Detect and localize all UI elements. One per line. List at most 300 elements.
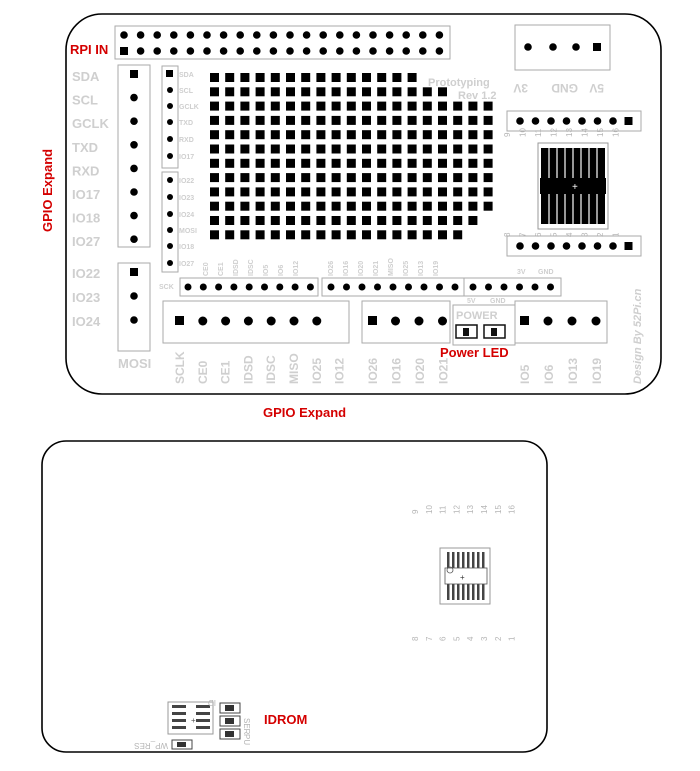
- proto-pad: [484, 159, 493, 168]
- proto-pad: [438, 202, 447, 211]
- rpi-pin: [187, 31, 195, 39]
- proto-pad: [256, 230, 265, 239]
- proto-pad: [453, 102, 462, 111]
- mid-row-pin: [436, 284, 443, 291]
- small-header-pin: [167, 87, 173, 93]
- proto-pad: [210, 116, 219, 125]
- header-pin: [130, 188, 138, 196]
- proto-pad: [484, 116, 493, 125]
- bottom-pin-label: IO19: [590, 357, 604, 384]
- chip-pin-number: 16: [611, 128, 621, 137]
- proto-pad: [362, 187, 371, 196]
- vertical-small-label: IO16: [343, 260, 350, 276]
- proto-pad: [347, 187, 356, 196]
- proto-pad: [316, 230, 325, 239]
- chip-header-pin: [563, 242, 571, 250]
- proto-pad: [286, 102, 295, 111]
- rpi-pin: [137, 31, 145, 39]
- mid-row-pin: [421, 284, 428, 291]
- proto-pad: [408, 87, 417, 96]
- proto-pad: [392, 159, 401, 168]
- mid-row-pin: [246, 284, 253, 291]
- rpi-in-label: RPI IN: [70, 42, 109, 57]
- proto-pad: [210, 87, 219, 96]
- bottom-chip-pad: [467, 584, 470, 600]
- proto-pad: [286, 73, 295, 82]
- small-header-pin: [167, 243, 173, 249]
- vertical-small-label: IO25: [403, 260, 410, 276]
- rpi-pin: [402, 47, 410, 55]
- proto-pad: [210, 159, 219, 168]
- proto-pad: [271, 130, 280, 139]
- vertical-small-label: IO5: [263, 264, 270, 276]
- proto-pad: [240, 230, 249, 239]
- bottom-pin-label: IDSD: [241, 355, 256, 384]
- proto-pad: [377, 130, 386, 139]
- rpi-pin: [170, 47, 178, 55]
- proto-pad: [453, 116, 462, 125]
- proto-pad: [468, 202, 477, 211]
- mid-row-pin: [200, 284, 207, 291]
- proto-pad: [468, 216, 477, 225]
- proto-pad: [468, 145, 477, 154]
- bottom-chip-pad: [472, 584, 475, 600]
- power-label-3v: 3V: [513, 81, 528, 95]
- small-header-pin: [167, 194, 173, 200]
- rpi-pin: [137, 47, 145, 55]
- proto-pad: [377, 145, 386, 154]
- rpi-pin: [270, 47, 278, 55]
- proto-pad: [316, 145, 325, 154]
- proto-pad: [271, 230, 280, 239]
- ser-label: SER: [242, 718, 251, 735]
- idrom-pad: [196, 719, 210, 722]
- proto-pad: [271, 202, 280, 211]
- proto-pad: [301, 202, 310, 211]
- proto-pad: [423, 187, 432, 196]
- bottom-pin-label: IO20: [413, 357, 427, 384]
- bottom-pin-label: IDSC: [264, 355, 279, 384]
- proto-pad: [316, 187, 325, 196]
- proto-pad: [286, 216, 295, 225]
- chip-header-pin: [547, 242, 555, 250]
- bottom-chip-pad: [482, 552, 485, 568]
- rpi-pin: [336, 47, 344, 55]
- small-pin-label: IO22: [179, 178, 195, 185]
- mid-row-pin: [328, 284, 335, 291]
- proto-pad: [301, 130, 310, 139]
- bottom-chip-pad: [447, 584, 450, 600]
- proto-pad: [362, 159, 371, 168]
- chip-pin-number: 4: [565, 232, 574, 237]
- rpi-pin: [286, 31, 294, 39]
- proto-pad: [468, 173, 477, 182]
- proto-pad: [362, 202, 371, 211]
- proto-pad: [225, 202, 234, 211]
- proto-pad: [240, 202, 249, 211]
- proto-pad: [256, 202, 265, 211]
- proto-pad: [332, 173, 341, 182]
- proto-pad: [408, 173, 417, 182]
- proto-pad: [408, 116, 417, 125]
- proto-pad: [210, 230, 219, 239]
- proto-pad: [332, 216, 341, 225]
- mid-row-pin: [230, 284, 237, 291]
- chip-header-pin: [609, 117, 617, 125]
- chip-pin-number: 8: [503, 232, 512, 237]
- proto-pad: [332, 116, 341, 125]
- proto-pad: [453, 173, 462, 182]
- bottom-pin: [544, 317, 553, 326]
- proto-pad: [423, 202, 432, 211]
- bottom-pin: [221, 317, 230, 326]
- proto-pad: [347, 116, 356, 125]
- rpi-pin: [203, 31, 211, 39]
- small-pin-label: SDA: [179, 72, 194, 79]
- small-header-pin: [167, 153, 173, 159]
- rpi-pin: [187, 47, 195, 55]
- rpi-pin: [236, 31, 244, 39]
- chip-pin-number: 6: [534, 232, 543, 237]
- rpi-pin: [120, 31, 128, 39]
- proto-pad: [271, 216, 280, 225]
- proto-pad: [453, 159, 462, 168]
- bottom-pin-label: CE1: [218, 360, 233, 384]
- bottom-chip-pad: [482, 584, 485, 600]
- proto-pad: [225, 87, 234, 96]
- bottom-pin-label: IO16: [389, 357, 404, 384]
- proto-pad: [347, 102, 356, 111]
- proto-pad: [408, 216, 417, 225]
- bottom-pin-label: SCLK: [173, 351, 187, 384]
- proto-pad: [286, 130, 295, 139]
- bottom-pin-label: IO25: [309, 357, 324, 384]
- chip-header-pin: [625, 117, 633, 125]
- proto-pad: [453, 145, 462, 154]
- power-led-label: Power LED: [440, 345, 509, 360]
- proto-pad: [453, 216, 462, 225]
- proto-pad: [377, 187, 386, 196]
- rpi-pin: [286, 47, 294, 55]
- proto-pad: [438, 173, 447, 182]
- small-pin-label: SCL: [179, 88, 193, 95]
- small-pin-label: MOSI: [179, 228, 197, 235]
- bottom-chip-pin-number: 14: [480, 505, 489, 514]
- bottom-chip-pad: [477, 552, 480, 568]
- revision-label: Rev 1.2: [458, 90, 497, 102]
- power-label-5v: 5V: [589, 81, 604, 95]
- small-power-pin: [547, 284, 554, 291]
- proto-pad: [316, 202, 325, 211]
- proto-pad: [301, 230, 310, 239]
- proto-pad: [392, 130, 401, 139]
- wp-res-label: WP_RES: [134, 741, 168, 750]
- svg-text:+: +: [572, 182, 578, 193]
- idrom-label: IDROM: [264, 712, 308, 727]
- bottom-pin-label: IO12: [332, 357, 347, 384]
- proto-pad: [332, 202, 341, 211]
- chip-header-pin: [594, 117, 602, 125]
- rpi-pin: [436, 47, 444, 55]
- proto-pad: [377, 202, 386, 211]
- proto-pad: [225, 116, 234, 125]
- proto-pad: [423, 159, 432, 168]
- vertical-small-label: IO19: [433, 260, 440, 276]
- svg-text:+: +: [191, 716, 196, 725]
- proto-pad: [347, 73, 356, 82]
- proto-pad: [256, 87, 265, 96]
- proto-pad: [271, 173, 280, 182]
- proto-pad: [468, 130, 477, 139]
- bottom-pin: [592, 317, 601, 326]
- proto-pad: [240, 187, 249, 196]
- proto-pad: [377, 87, 386, 96]
- proto-pad: [392, 116, 401, 125]
- vertical-small-label: IO26: [328, 260, 335, 276]
- proto-pad: [332, 145, 341, 154]
- header-pin: [130, 117, 138, 125]
- proto-pad: [438, 102, 447, 111]
- bottom-chip-pin-number: 4: [466, 636, 476, 641]
- id-label: ID: [208, 698, 216, 707]
- small-header-pin: [167, 119, 173, 125]
- pu-label: PU: [242, 734, 251, 746]
- proto-pad: [392, 145, 401, 154]
- rpi-pin: [353, 31, 361, 39]
- left-pin-label: SDA: [72, 69, 100, 84]
- mid-row-pin: [261, 284, 268, 291]
- chip-pin-number: 2: [596, 232, 605, 237]
- chip-header-pin: [516, 242, 524, 250]
- idrom-pad: [172, 712, 186, 715]
- small-pin-label: IO27: [179, 261, 195, 268]
- rpi-pin: [303, 31, 311, 39]
- left-pin-label: IO18: [72, 210, 101, 226]
- proto-pad: [392, 87, 401, 96]
- proto-pad: [210, 145, 219, 154]
- rpi-pin: [436, 31, 444, 39]
- rpi-pin: [402, 31, 410, 39]
- vertical-small-label: IO12: [293, 260, 300, 276]
- prototyping-title: Prototyping: [428, 77, 490, 89]
- small-header-pin: [167, 227, 173, 233]
- bottom-chip-pad: [447, 552, 450, 568]
- chip-pin-number: 9: [503, 132, 512, 137]
- proto-pad: [316, 130, 325, 139]
- proto-pad: [377, 159, 386, 168]
- proto-pad: [453, 130, 462, 139]
- chip-header-pin: [594, 242, 602, 250]
- proto-pad: [316, 73, 325, 82]
- proto-pad: [362, 102, 371, 111]
- proto-pad: [468, 102, 477, 111]
- proto-pad: [423, 102, 432, 111]
- proto-pad: [240, 102, 249, 111]
- chip-header-pin: [609, 242, 617, 250]
- proto-pad: [225, 187, 234, 196]
- proto-pad: [301, 173, 310, 182]
- bottom-chip-pad: [457, 584, 460, 600]
- bottom-chip-pin-number: 16: [507, 505, 517, 514]
- chip-header-pin: [563, 117, 571, 125]
- proto-pad: [210, 216, 219, 225]
- proto-pad: [225, 230, 234, 239]
- proto-pad: [347, 216, 356, 225]
- idrom-pad: [172, 719, 186, 722]
- rpi-pin: [253, 31, 261, 39]
- gpio-expand-left-label: GPIO Expand: [40, 148, 55, 232]
- proto-pad: [438, 145, 447, 154]
- rpi-pin: [303, 47, 311, 55]
- proto-pad: [377, 116, 386, 125]
- vertical-small-label: IO6: [278, 264, 285, 276]
- proto-pad: [362, 173, 371, 182]
- proto-pad: [225, 130, 234, 139]
- proto-pad: [240, 145, 249, 154]
- proto-pad: [347, 159, 356, 168]
- rpi-pin: [153, 31, 161, 39]
- proto-pad: [225, 102, 234, 111]
- small-pin-label: IO17: [179, 154, 195, 161]
- proto-pad: [408, 187, 417, 196]
- proto-pad: [392, 216, 401, 225]
- proto-pad: [377, 230, 386, 239]
- proto-pad: [210, 73, 219, 82]
- rpi-pin: [220, 47, 228, 55]
- left-pin-label: IO23: [72, 290, 101, 305]
- proto-pad: [240, 116, 249, 125]
- mid-row-pin: [185, 284, 192, 291]
- proto-pad: [362, 73, 371, 82]
- small-pin-label: IO24: [179, 212, 195, 219]
- proto-pad: [423, 145, 432, 154]
- rpi-pin: [153, 47, 161, 55]
- sck-label: SCK: [159, 284, 174, 291]
- chip-header-pin: [578, 242, 586, 250]
- proto-pad: [225, 145, 234, 154]
- rpi-pin: [236, 47, 244, 55]
- bottom-pin: [415, 317, 424, 326]
- proto-pad: [484, 130, 493, 139]
- chip-pin-number: 3: [580, 232, 590, 237]
- proto-pad: [438, 216, 447, 225]
- bottom-chip-pad: [457, 552, 460, 568]
- proto-pad: [240, 216, 249, 225]
- proto-pad: [271, 187, 280, 196]
- proto-pad: [240, 173, 249, 182]
- proto-pad: [347, 202, 356, 211]
- proto-pad: [347, 130, 356, 139]
- chip-header-pin: [625, 242, 633, 250]
- proto-pad: [484, 187, 493, 196]
- bottom-chip-footprint: [440, 548, 490, 604]
- proto-pad: [271, 159, 280, 168]
- small-pin-label: GCLK: [179, 104, 199, 111]
- small-power-pin: [532, 284, 539, 291]
- small-power-pin: [485, 284, 492, 291]
- chip-header-pin: [532, 117, 540, 125]
- idrom-pad: [172, 705, 186, 708]
- mid-row-pin: [292, 284, 299, 291]
- small-pin-label: TXD: [179, 120, 193, 127]
- mosi-label: MOSI: [118, 356, 152, 371]
- bottom-chip-pin-number: 8: [411, 636, 420, 641]
- proto-pad: [377, 102, 386, 111]
- proto-pad: [377, 216, 386, 225]
- bottom-pin-label: IO21: [436, 357, 451, 384]
- bottom-pin-label: IO13: [566, 357, 580, 384]
- rpi-pin: [319, 47, 327, 55]
- rpi-pin: [386, 47, 394, 55]
- mid-row-pin: [215, 284, 222, 291]
- small-power-pin: [516, 284, 523, 291]
- small-header-pin: [167, 260, 173, 266]
- proto-pad: [225, 216, 234, 225]
- bottom-pin-label: CE0: [195, 360, 210, 384]
- gpio-expand-bottom-label: GPIO Expand: [263, 405, 347, 420]
- left-pin-label: IO22: [72, 266, 101, 281]
- proto-pad: [423, 130, 432, 139]
- mid-row-pin: [276, 284, 283, 291]
- bottom-chip-pin-number: 1: [507, 636, 517, 641]
- proto-pad: [256, 187, 265, 196]
- chip-header-pin: [532, 242, 540, 250]
- proto-pad: [271, 73, 280, 82]
- power-box-label: POWER: [456, 310, 498, 322]
- proto-pad: [347, 87, 356, 96]
- proto-pad: [438, 159, 447, 168]
- rpi-pin: [336, 31, 344, 39]
- proto-pad: [271, 102, 280, 111]
- bottom-chip-pin-number: 15: [493, 505, 503, 514]
- rpi-pin: [319, 31, 327, 39]
- bottom-pin: [267, 317, 276, 326]
- chip-pin-number: 10: [518, 128, 528, 137]
- idrom-pad: [196, 705, 210, 708]
- proto-pad: [301, 87, 310, 96]
- small-header-pin: [167, 103, 173, 109]
- proto-pad: [484, 145, 493, 154]
- proto-pad: [286, 116, 295, 125]
- rpi-pin: [170, 31, 178, 39]
- proto-pad: [408, 159, 417, 168]
- idrom-pad: [196, 726, 210, 729]
- bottom-chip-pad: [452, 584, 455, 600]
- proto-pad: [316, 159, 325, 168]
- left-pin-label: SCL: [72, 92, 98, 108]
- proto-pad: [286, 173, 295, 182]
- chip-pin-number: 11: [534, 128, 543, 137]
- proto-pad: [453, 202, 462, 211]
- proto-pad: [332, 102, 341, 111]
- proto-pad: [362, 87, 371, 96]
- vertical-small-label: IDSC: [248, 259, 255, 276]
- proto-pad: [468, 116, 477, 125]
- proto-pad: [347, 230, 356, 239]
- idrom-pad: [196, 712, 210, 715]
- proto-pad: [301, 116, 310, 125]
- small-pin-label: RXD: [179, 137, 194, 144]
- bottom-chip-pad: [472, 552, 475, 568]
- mid-row-pin: [307, 284, 314, 291]
- header-pin: [130, 212, 138, 220]
- proto-pad: [256, 73, 265, 82]
- vertical-small-label: IO13: [418, 260, 425, 276]
- rpi-pin-square: [120, 47, 128, 55]
- rpi-pin: [419, 31, 427, 39]
- bottom-pin-label: MISO: [287, 353, 301, 384]
- proto-pad: [286, 230, 295, 239]
